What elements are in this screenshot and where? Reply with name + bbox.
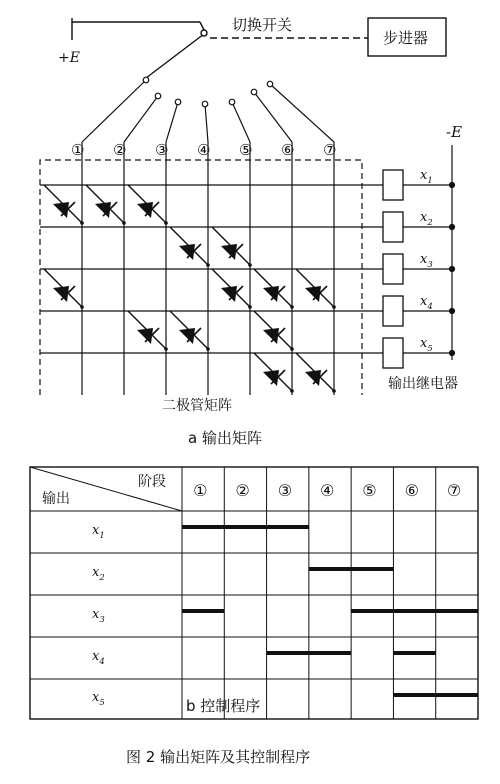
output-relays bbox=[383, 168, 433, 368]
switch-label: 切换开关 bbox=[232, 16, 293, 34]
control-program-table bbox=[30, 467, 478, 719]
supply-neg-label: -E bbox=[446, 123, 463, 141]
matrix-frame bbox=[40, 160, 362, 395]
contact-wire bbox=[166, 102, 178, 142]
contact-wire bbox=[232, 102, 250, 142]
diode bbox=[254, 269, 294, 309]
table-stage-label: ④ bbox=[320, 481, 335, 500]
diode bbox=[44, 185, 84, 225]
diode-junction bbox=[122, 221, 126, 225]
table-output-label: $x_2$ bbox=[92, 565, 105, 582]
figure-caption: 图 2 输出矩阵及其控制程序 bbox=[126, 748, 311, 766]
diode bbox=[296, 353, 336, 393]
contact-wire bbox=[270, 84, 334, 142]
output-label: $x_5$ bbox=[420, 336, 433, 353]
relay-label: 输出继电器 bbox=[388, 376, 458, 392]
bus-junction bbox=[450, 267, 455, 272]
output-label: $x_2$ bbox=[420, 210, 433, 227]
diode-junction bbox=[248, 305, 252, 309]
table-stage-label: ③ bbox=[277, 481, 293, 500]
switch-contact bbox=[175, 99, 181, 105]
diode-junction bbox=[248, 263, 252, 267]
relay-coil bbox=[383, 212, 403, 242]
caption-b: b 控制程序 bbox=[186, 697, 261, 715]
supply-pos-label: +E bbox=[58, 50, 80, 66]
table-output-label: $x_1$ bbox=[92, 523, 105, 540]
relay-coil bbox=[383, 296, 403, 326]
bus-junction bbox=[450, 351, 455, 356]
stage-label: ④ bbox=[197, 141, 211, 159]
diode bbox=[170, 311, 210, 351]
diode bbox=[212, 269, 252, 309]
diode bbox=[212, 227, 252, 267]
relay-coil bbox=[383, 338, 403, 368]
switch-contact bbox=[251, 89, 257, 95]
switch-contact bbox=[229, 99, 235, 105]
table-output-label: $x_4$ bbox=[92, 649, 105, 666]
stage-label: ③ bbox=[155, 141, 169, 159]
header-output: 输出 bbox=[42, 491, 70, 507]
diode bbox=[296, 269, 336, 309]
diode bbox=[128, 311, 168, 351]
diode-junction bbox=[80, 305, 84, 309]
diode-junction bbox=[80, 221, 84, 225]
diode-junction bbox=[206, 263, 210, 267]
bus-junction bbox=[450, 225, 455, 230]
diode-junction bbox=[164, 221, 168, 225]
switch-contact bbox=[143, 77, 149, 83]
bus-junction bbox=[450, 309, 455, 314]
stage-label: ⑥ bbox=[281, 141, 295, 159]
caption-a: a 输出矩阵 bbox=[188, 429, 262, 447]
diode-junction bbox=[290, 347, 294, 351]
bus-junction bbox=[450, 183, 455, 188]
diode bbox=[254, 311, 294, 351]
table-stage-label: ⑦ bbox=[446, 481, 462, 500]
contact-wire bbox=[124, 96, 158, 142]
stage-label: ⑤ bbox=[239, 141, 253, 159]
stepper-label: 步进器 bbox=[383, 29, 429, 47]
table-output-label: $x_5$ bbox=[92, 690, 105, 707]
output-label: $x_4$ bbox=[420, 294, 433, 311]
table-stage-label: ① bbox=[193, 481, 208, 500]
diode-junction bbox=[332, 389, 336, 393]
table-border bbox=[30, 467, 478, 719]
switch-contact bbox=[202, 101, 208, 107]
table-stage-label: ⑤ bbox=[362, 481, 377, 500]
switch-contact bbox=[155, 93, 161, 99]
stage-label: ② bbox=[113, 141, 127, 159]
stage-label: ① bbox=[71, 141, 85, 159]
diode-junction bbox=[290, 305, 294, 309]
table-output-label: $x_3$ bbox=[92, 607, 105, 624]
diode bbox=[44, 269, 84, 309]
contact-wire bbox=[205, 104, 208, 142]
diode-junction bbox=[206, 347, 210, 351]
relay-coil bbox=[383, 254, 403, 284]
diode bbox=[254, 353, 294, 393]
contact-wire bbox=[82, 80, 146, 142]
output-label: $x_1$ bbox=[420, 168, 433, 185]
output-label: $x_3$ bbox=[420, 252, 433, 269]
diode bbox=[170, 227, 210, 267]
stage-column-labels bbox=[71, 141, 336, 159]
diode bbox=[86, 185, 126, 225]
stage-label: ⑦ bbox=[323, 141, 337, 159]
switch-contact bbox=[267, 81, 273, 87]
diode-junction bbox=[290, 389, 294, 393]
diode bbox=[128, 185, 168, 225]
header-stage: 阶段 bbox=[138, 474, 166, 490]
table-stage-label: ⑥ bbox=[404, 481, 419, 500]
diode-junction bbox=[332, 305, 336, 309]
diode-junction bbox=[164, 347, 168, 351]
matrix-label: 二极管矩阵 bbox=[162, 398, 232, 414]
relay-coil bbox=[383, 170, 403, 200]
table-stage-label: ② bbox=[235, 481, 250, 500]
